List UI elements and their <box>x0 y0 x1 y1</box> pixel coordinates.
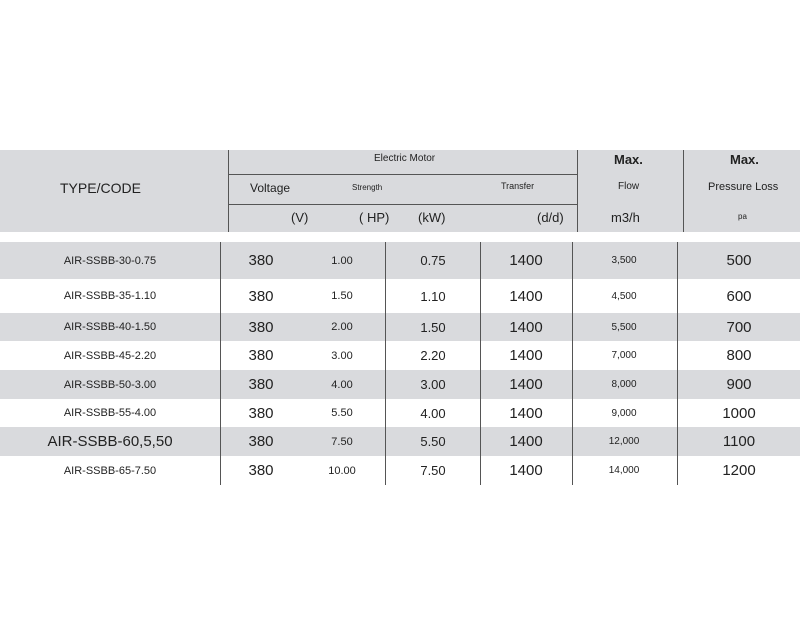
header-flow: Flow <box>618 181 640 192</box>
flow-cell: 4,500 <box>611 290 637 302</box>
voltage-cell: 380 <box>248 287 274 305</box>
pressure-cell: 500 <box>726 252 752 269</box>
kw-cell: 7.50 <box>420 463 446 478</box>
flow-cell: 3,500 <box>611 255 637 266</box>
kw-cell: 3.00 <box>420 377 446 392</box>
pressure-cell: 900 <box>726 376 752 393</box>
kw-cell: 4.00 <box>420 405 446 421</box>
voltage-cell: 380 <box>248 462 274 479</box>
pressure-cell: 1100 <box>722 433 756 450</box>
hp-cell: 1.50 <box>331 290 353 302</box>
header-divider <box>228 204 577 205</box>
table-row <box>0 427 800 456</box>
transfer-cell: 1400 <box>509 376 543 393</box>
hp-cell: 2.00 <box>331 321 353 333</box>
hp-cell: 4.00 <box>331 378 353 391</box>
kw-cell: 5.50 <box>420 434 446 449</box>
table-row <box>0 242 800 279</box>
voltage-cell: 380 <box>248 404 274 422</box>
header-unit-v: (V) <box>291 210 309 225</box>
header-unit-hp: ( HP) <box>359 210 390 225</box>
type-code-cell: AIR-SSBB-65-7.50 <box>63 464 157 477</box>
header-flow-unit: m3/h <box>611 210 640 225</box>
type-code-cell: AIR-SSBB-40-1.50 <box>63 321 157 333</box>
header-strength: Strength <box>352 183 383 192</box>
header-type-code: TYPE/CODE <box>60 180 141 196</box>
header-divider <box>683 150 684 232</box>
hp-cell: 3.00 <box>331 349 353 362</box>
type-code-cell: AIR-SSBB-45-2.20 <box>63 349 157 362</box>
column-divider <box>220 242 221 485</box>
header-transfer: Transfer <box>501 181 535 191</box>
flow-cell: 14,000 <box>608 465 640 476</box>
header-electric-motor: Electric Motor <box>374 153 436 164</box>
hp-cell: 7.50 <box>331 435 353 448</box>
flow-cell: 8,000 <box>611 379 637 390</box>
voltage-cell: 380 <box>248 318 274 336</box>
table-row <box>0 313 800 341</box>
kw-cell: 2.20 <box>420 348 446 363</box>
type-code-cell: AIR-SSBB-50-3.00 <box>63 378 157 391</box>
voltage-cell: 380 <box>248 252 274 269</box>
type-code-cell: AIR-SSBB-55-4.00 <box>63 407 157 419</box>
pressure-cell: 700 <box>726 318 752 336</box>
header-divider <box>577 150 578 232</box>
header-unit-dd: (d/d) <box>537 210 564 225</box>
table-row <box>0 399 800 427</box>
table-row <box>0 370 800 399</box>
flow-cell: 5,500 <box>611 321 637 333</box>
hp-cell: 5.50 <box>331 407 353 419</box>
header-unit-kw: (kW) <box>418 210 446 225</box>
column-divider <box>572 242 573 485</box>
pressure-cell: 600 <box>726 287 752 305</box>
kw-cell: 1.10 <box>420 288 446 304</box>
voltage-cell: 380 <box>248 433 274 450</box>
column-divider <box>677 242 678 485</box>
header-voltage: Voltage <box>250 181 291 195</box>
kw-cell: 0.75 <box>420 253 446 268</box>
voltage-cell: 380 <box>248 347 274 364</box>
type-code-cell: AIR-SSBB-35-1.10 <box>63 290 157 302</box>
kw-cell: 1.50 <box>420 319 446 335</box>
header-pressure-loss: Pressure Loss <box>708 181 779 193</box>
flow-cell: 7,000 <box>611 350 637 361</box>
transfer-cell: 1400 <box>509 462 543 479</box>
table-row <box>0 279 800 313</box>
voltage-cell: 380 <box>248 376 274 393</box>
hp-cell: 10.00 <box>328 464 356 477</box>
column-divider <box>385 242 386 485</box>
flow-cell: 12,000 <box>608 436 640 447</box>
transfer-cell: 1400 <box>509 318 543 336</box>
table-row <box>0 341 800 370</box>
header-divider <box>228 174 577 175</box>
header-divider <box>228 150 229 232</box>
transfer-cell: 1400 <box>509 287 543 305</box>
header-max-flow: Max. <box>614 152 643 167</box>
table-row <box>0 456 800 485</box>
header-max-pressure: Max. <box>730 152 759 167</box>
column-divider <box>480 242 481 485</box>
hp-cell: 1.00 <box>331 254 353 267</box>
header-pressure-unit: pa <box>738 212 747 221</box>
transfer-cell: 1400 <box>509 252 543 269</box>
transfer-cell: 1400 <box>509 347 543 364</box>
type-code-cell: AIR-SSBB-30-0.75 <box>63 254 157 267</box>
transfer-cell: 1400 <box>509 404 543 422</box>
flow-cell: 9,000 <box>611 407 637 419</box>
transfer-cell: 1400 <box>509 433 543 450</box>
pressure-cell: 1200 <box>722 462 756 479</box>
pressure-cell: 1000 <box>722 404 756 422</box>
pressure-cell: 800 <box>726 347 752 364</box>
type-code-cell: AIR-SSBB-60,5,50 <box>47 433 173 450</box>
